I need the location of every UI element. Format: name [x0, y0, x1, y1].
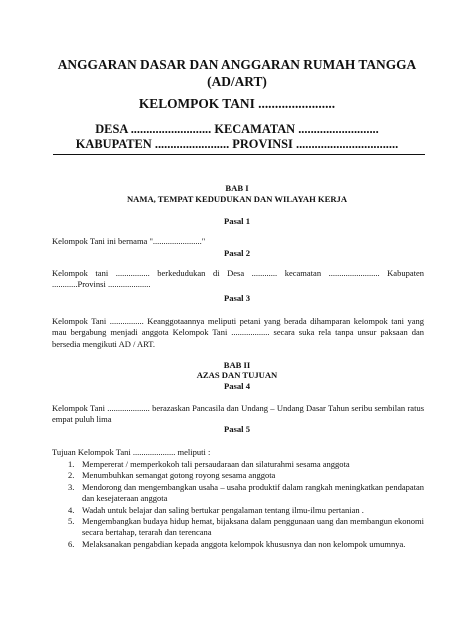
pasal2-text: Kelompok tani ................ berkedudukan di Desa ............ kecamatan ........................ Kabupaten ............Provinsi .................... [52, 268, 424, 290]
list-item-text: Mendorong dan mengembangkan usaha – usaha produktif dalam rangkah meningkatkan pendapatan dan kesejateraan anggota [82, 481, 424, 504]
kelompok-tani-line: KELOMPOK TANI ....................... [138, 96, 336, 111]
pasal1-text: Kelompok Tani ini bernama "......................." [52, 236, 206, 246]
pasal1-title: Pasal 1 [223, 216, 251, 226]
list-item [52, 470, 424, 481]
list-item-text: Mengembangkan budaya hidup hemat, bijaksana dalam penggunaan uang dan membangun ekonomi secara bertahap, terarah dan terencana [82, 516, 424, 538]
list-item [52, 482, 424, 505]
list-item-number: 3. [68, 481, 75, 492]
list-item-text: Wadah untuk belajar dan saling bertukar pengalaman tentang ilmu-ilmu pertanian . [82, 504, 364, 515]
list-item-number: 1. [68, 459, 75, 469]
pasal4-text: Kelompok Tani .................... berazaskan Pancasila dan Undang – Undang Dasar Tahun seribu sembilan ratus empat puluh lima [52, 403, 424, 425]
pasal3-text: Kelompok Tani ................ Keanggotaannya meliputi petani yang berada dihamparan kelompok tani yang mau bergabung menjadi anggota Kelompok Tani .................. secara suka rela tanpa unsur paksaan dan bersedia mengikuti AD / ART. [52, 316, 424, 349]
list-item-text: Menumbuhkan semangat gotong royong sesama anggota [82, 470, 276, 481]
pasal5-title: Pasal 5 [223, 424, 251, 434]
bab2-subtitle: AZAS DAN TUJUAN [196, 370, 278, 380]
location-line-2: KABUPATEN ........................ PROVINSI ................................. [75, 137, 399, 151]
pasal5-intro: Tujuan Kelompok Tani .................... meliputi : [52, 447, 211, 457]
location-line-1: DESA .......................... KECAMATAN .......................... [95, 122, 379, 136]
location-block [0, 122, 474, 152]
bab2-title: BAB II [223, 360, 251, 370]
header-divider [53, 154, 425, 155]
pasal4-title: Pasal 4 [223, 381, 251, 391]
bab1-subtitle: NAMA, TEMPAT KEDUDUKAN DAN WILAYAH KERJA [126, 194, 348, 204]
pasal5-goal-list [52, 459, 424, 550]
document-title [0, 56, 474, 90]
title-line-1: ANGGARAN DASAR DAN ANGGARAN RUMAH TANGGA [57, 57, 417, 72]
list-item-number: 5. [68, 516, 75, 527]
list-item-text: Melaksanakan pengabdian kepada anggota kelompok khususnya dan non kelompok umumnya. [82, 538, 406, 549]
list-item [52, 516, 424, 539]
list-item-number: 6. [68, 538, 75, 549]
list-item [52, 505, 424, 516]
list-item-number: 2. [68, 470, 75, 481]
list-item-number: 4. [68, 504, 75, 515]
pasal3-title: Pasal 3 [223, 293, 251, 303]
title-line-2: (AD/ART) [207, 74, 267, 89]
list-item [52, 539, 424, 550]
pasal2-title: Pasal 2 [223, 248, 251, 258]
list-item-text: Mempererat / memperkokoh tali persaudaraan dan silaturahmi sesama anggota [82, 459, 350, 469]
bab1-title: BAB I [225, 183, 249, 193]
list-item [52, 459, 424, 470]
